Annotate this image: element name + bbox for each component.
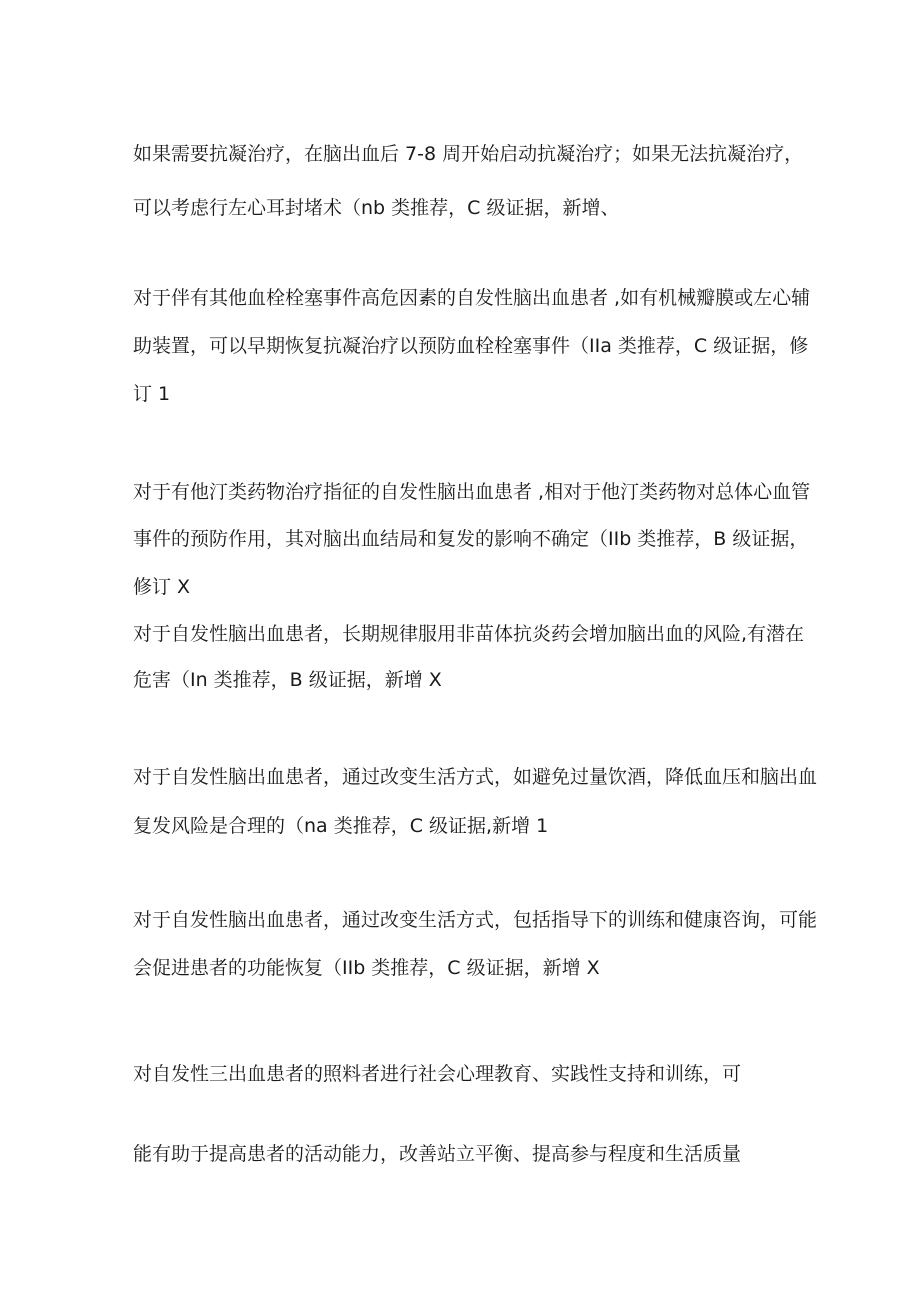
- text-line: 事件的预防作用，其对脑出血结局和复发的影响不确定（IIb 类推荐，B 级证据，: [133, 528, 809, 550]
- text-line: 能有助于提高患者的活动能力，改善站立平衡、提高参与程度和生活质量: [133, 1143, 742, 1165]
- text-line: 复发风险是合理的（na 类推荐，C 级证据,新增 1: [133, 815, 549, 837]
- text-line: 对于自发性脑出血患者，长期规律服用非苗体抗炎药会增加脑出血的风险,有潜在: [133, 623, 805, 645]
- text-line: 订 1: [133, 383, 171, 405]
- text-line: 对于伴有其他血栓栓塞事件高危因素的自发性脑出血患者 ,如有机械瓣膜或左心辅: [133, 287, 811, 309]
- text-line: 会促进患者的功能恢复（IIb 类推荐，C 级证据，新增 X: [133, 957, 600, 979]
- text-line: 对于有他汀类药物治疗指征的自发性脑出血患者 ,相对于他汀类药物对总体心血管: [133, 481, 811, 503]
- text-line: 对自发性三出血患者的照料者进行社会心理教育、实践性支持和训练，可: [133, 1063, 742, 1085]
- text-line: 对于自发性脑出血患者，通过改变生活方式，包括指导下的训练和健康咨询，可能: [133, 909, 818, 931]
- text-line: 可以考虑行左心耳封堵术（nb 类推荐，C 级证据，新增、: [133, 197, 620, 219]
- text-line: 修订 X: [133, 576, 191, 598]
- text-line: 对于自发性脑出血患者，通过改变生活方式，如避免过量饮酒，降低血压和脑出血: [133, 766, 818, 788]
- text-line: 助装置，可以早期恢复抗凝治疗以预防血栓栓塞事件（IIa 类推荐，C 级证据，修: [133, 335, 809, 357]
- text-line: 如果需要抗凝治疗，在脑出血后 7-8 周开始启动抗凝治疗；如果无法抗凝治疗，: [133, 143, 804, 165]
- text-line: 危害（In 类推荐，B 级证据，新增 X: [133, 669, 442, 691]
